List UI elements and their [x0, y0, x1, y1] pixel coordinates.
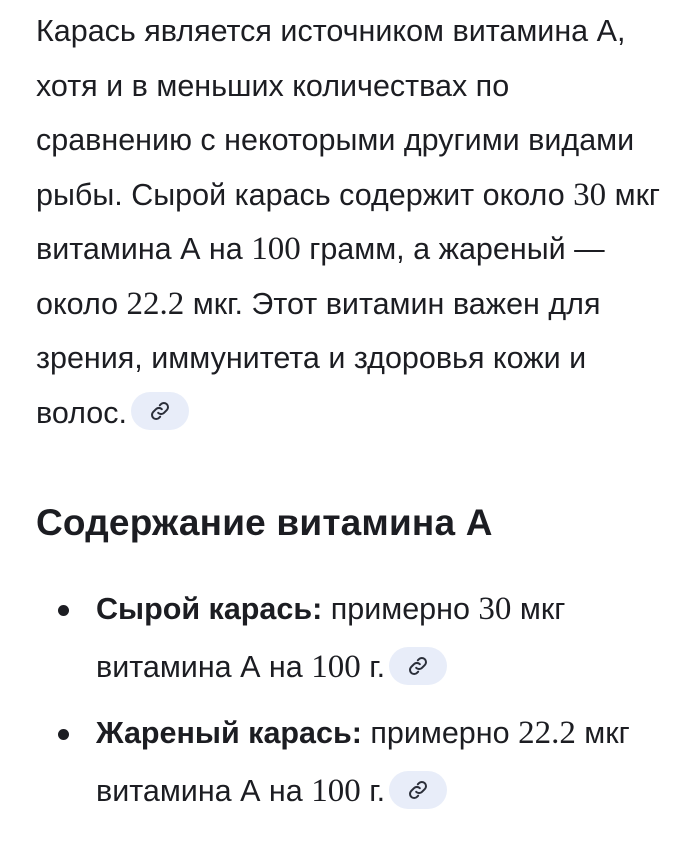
citation-button[interactable]	[389, 771, 447, 809]
list-item-label: Жареный карась:	[96, 716, 362, 750]
list-item	[36, 704, 664, 820]
list-item-number-2: 100	[311, 649, 361, 685]
intro-number-1: 30	[573, 176, 607, 213]
list-item-text-3: г.	[360, 650, 386, 684]
intro-paragraph	[36, 4, 664, 440]
list-item-text-2: мкг витамина А на	[96, 716, 630, 808]
list-item-number-1: 22.2	[518, 715, 576, 751]
bullet-dot	[58, 729, 69, 740]
citation-button[interactable]	[389, 647, 447, 685]
list-item-text-1: примерно	[361, 716, 519, 750]
link-icon	[149, 400, 171, 422]
intro-text-2: мкг витамина А на	[36, 177, 661, 266]
intro-number-2: 100	[251, 231, 301, 267]
intro-text-3: грамм, а жареный — около	[36, 232, 605, 321]
list-item	[36, 580, 664, 696]
link-icon	[407, 655, 429, 677]
list-item-number-1: 30	[478, 591, 512, 627]
section-heading: Содержание витамина А	[36, 502, 493, 543]
bullet-dot	[58, 605, 69, 616]
list-item-text-1: примерно	[322, 592, 479, 626]
intro-text-1: Карась является источником витамина А, хотя и в меньших количествах по сравнению с некоторыми другими видами рыбы. Сырой карась содержит около	[36, 14, 635, 212]
list-item-number-2: 100	[311, 773, 361, 809]
list-item-label: Сырой карась:	[96, 592, 323, 626]
intro-text-4: мкг. Этот витамин важен для зрения, иммунитета и здоровья кожи и волос.	[36, 286, 601, 430]
citation-button[interactable]	[131, 392, 189, 430]
vitamin-list	[36, 580, 664, 820]
intro-number-3: 22.2	[126, 285, 185, 322]
list-item-text-3: г.	[360, 774, 386, 808]
list-item-text-2: мкг витамина А на	[96, 592, 566, 684]
link-icon	[407, 779, 429, 801]
